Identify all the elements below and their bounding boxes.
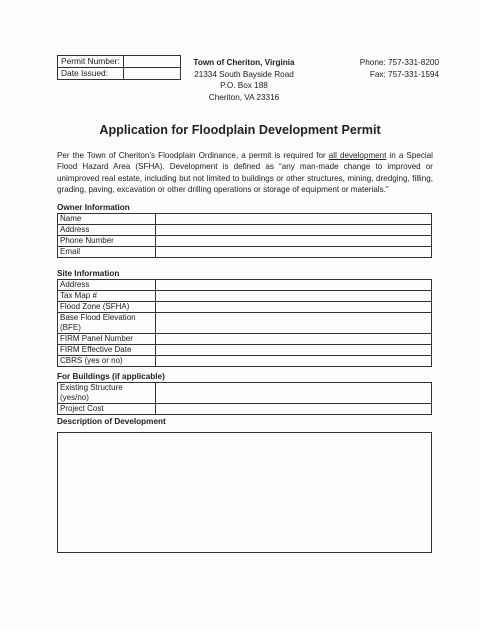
table-row	[58, 302, 432, 313]
intro-text-before: Per the Town of Cheriton’s Floodplain Ordinance, a permit is required for	[57, 151, 329, 160]
base-flood-elevation-field[interactable]	[156, 313, 432, 334]
town-city: Cheriton, VA 23316	[208, 92, 280, 102]
existing-structure-label: Existing Structure (yes/no)	[58, 383, 156, 404]
fax-number: Fax: 757-331-1594	[369, 69, 439, 79]
owner-name-field[interactable]	[156, 214, 432, 225]
flood-zone-field[interactable]	[156, 302, 432, 313]
project-cost-field[interactable]	[156, 404, 432, 415]
flood-zone-label: Flood Zone (SFHA)	[58, 302, 156, 313]
table-row	[58, 356, 432, 367]
cbrs-label: CBRS (yes or no)	[58, 356, 156, 367]
town-name: Town of Cheriton, Virginia	[193, 58, 295, 67]
intro-text-after: in a Special Flood Hazard Area (SFHA). Development is defined as “any man-made change to improved or unimproved real estate, including but not limited to buildings or other structures, mining, dredging, filling, grading, paving, excavation or other drilling operations or storage of equipment or materials.”	[57, 151, 433, 195]
town-street: 21334 South Bayside Road	[194, 69, 294, 79]
project-cost-label: Project Cost	[58, 404, 156, 415]
firm-panel-field[interactable]	[156, 334, 432, 345]
owner-info-table	[57, 213, 432, 258]
table-row	[58, 404, 432, 415]
date-issued-label: Date Issued:	[58, 68, 124, 80]
intro-underlined-text: all development	[328, 151, 387, 160]
table-row	[58, 291, 432, 302]
table-row	[58, 313, 432, 334]
site-address-field[interactable]	[156, 280, 432, 291]
description-section-heading: Description of Development	[57, 417, 166, 426]
intro-paragraph	[57, 150, 433, 196]
phone-number: Phone: 757-331-8200	[359, 58, 439, 67]
permit-number-field[interactable]	[124, 56, 181, 68]
cbrs-field[interactable]	[156, 356, 432, 367]
buildings-info-table	[57, 382, 432, 415]
tax-map-field[interactable]	[156, 291, 432, 302]
table-row	[58, 345, 432, 356]
table-row	[58, 280, 432, 291]
owner-address-field[interactable]	[156, 225, 432, 236]
table-row	[58, 247, 432, 258]
permit-info-box	[57, 55, 181, 80]
site-address-label: Address	[58, 280, 156, 291]
date-issued-field[interactable]	[124, 68, 181, 80]
owner-email-label: Email	[58, 247, 156, 258]
owner-section-heading: Owner Information	[57, 203, 130, 212]
site-info-table	[57, 279, 432, 367]
table-row	[58, 225, 432, 236]
owner-email-field[interactable]	[156, 247, 432, 258]
firm-panel-label: FIRM Panel Number	[58, 334, 156, 345]
owner-phone-label: Phone Number	[58, 236, 156, 247]
firm-date-label: FIRM Effective Date	[58, 345, 156, 356]
owner-address-label: Address	[58, 225, 156, 236]
owner-phone-field[interactable]	[156, 236, 432, 247]
table-row	[58, 236, 432, 247]
description-textarea[interactable]	[57, 432, 432, 553]
table-row	[58, 334, 432, 345]
table-row	[58, 383, 432, 404]
tax-map-label: Tax Map #	[58, 291, 156, 302]
town-po-box: P.O. Box 188	[220, 81, 268, 90]
owner-name-label: Name	[58, 214, 156, 225]
town-address-block	[181, 57, 307, 103]
contact-block	[360, 57, 439, 80]
existing-structure-field[interactable]	[156, 383, 432, 404]
buildings-section-heading: For Buildings (if applicable)	[57, 372, 165, 381]
permit-number-label: Permit Number:	[58, 56, 124, 68]
page-title: Application for Floodplain Development Permit	[99, 123, 381, 137]
site-section-heading: Site Information	[57, 269, 120, 278]
base-flood-elevation-label: Base Flood Elevation (BFE)	[58, 313, 156, 334]
table-row	[58, 214, 432, 225]
firm-date-field[interactable]	[156, 345, 432, 356]
